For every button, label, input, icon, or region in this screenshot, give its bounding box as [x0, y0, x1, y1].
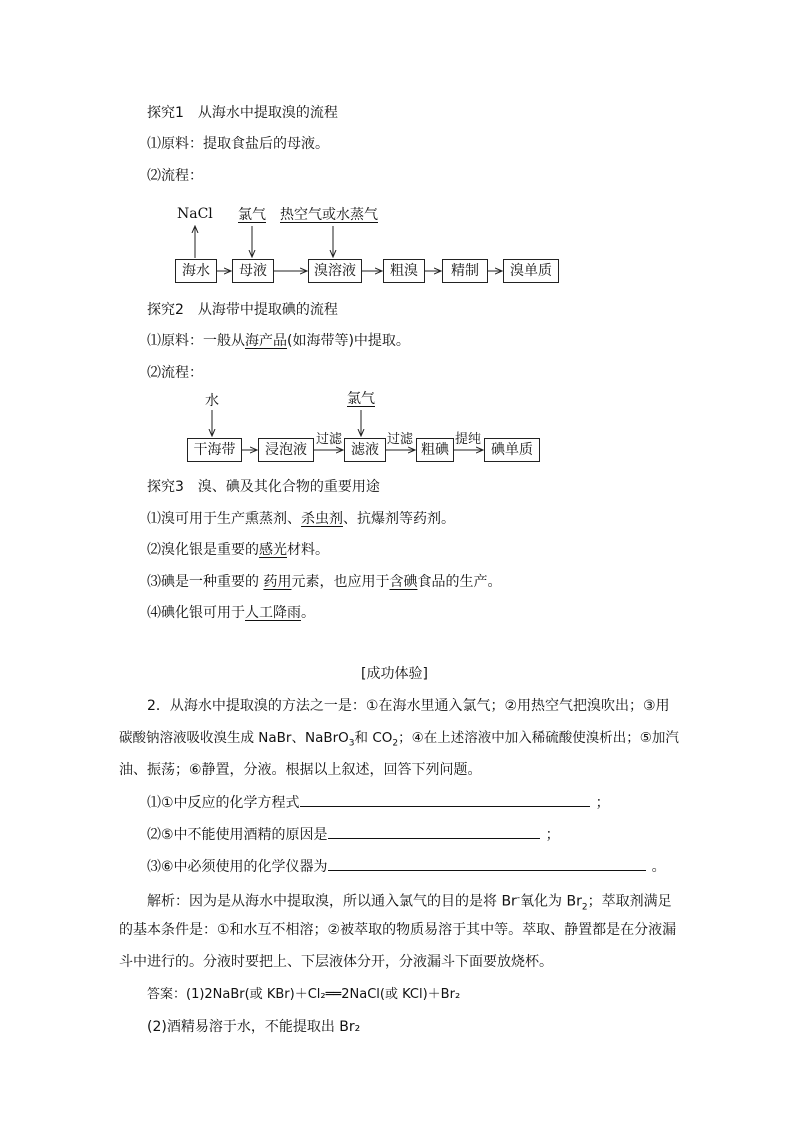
analysis-line-3: 斗中进行的。分液时要把上、下层液体分开，分液漏斗下面要放烧杯。: [119, 954, 553, 970]
nacl-label: NaCl: [177, 206, 213, 222]
question-line-2: 碳酸钠溶液吸收溴生成 NaBr、NaBrO$_3$和 $CO_2$；④在上述溶液中加入稀硫酸使溴析出；⑤加汽: [119, 730, 679, 749]
flow-box-bromine: 溴单质: [503, 259, 559, 283]
water-label: 水: [205, 393, 219, 409]
section3-item-2: ⑵溴化银是重要的感光材料。: [147, 542, 329, 558]
flow-box-crude-iodine: 粗碘: [416, 438, 454, 462]
analysis-line-2: 的基本条件是：①和水互不相溶；②被萃取的物质易溶于其中等。萃取、静置都是在分液漏: [119, 922, 677, 938]
chlorine-label: 氯气: [238, 207, 266, 223]
flow-box-seawater: 海水: [175, 259, 217, 283]
flow-box-mother-liquor: 母液: [232, 259, 274, 283]
flow-box-filtrate: 滤液: [344, 438, 386, 462]
answer-blank-3[interactable]: [328, 856, 646, 871]
arrow-label-purify: 提纯: [455, 432, 482, 447]
flow-box-crude-bromine: 粗溴: [383, 259, 425, 283]
hot-air-label: 热空气或水蒸气: [280, 207, 378, 223]
subquestion-2: ⑵⑤中不能使用酒精的原因是 ；: [147, 824, 560, 845]
analysis-line-1: 解析：因为是从海水中提取溴，所以通入氯气的目的是将 Br-氧化为 $Br_2$；萃取剂满足: [147, 893, 672, 913]
answer-line-1: 答案：(1)2NaBr(或 KBr)＋Cl₂══2NaCl(或 KCl)＋Br₂: [147, 987, 461, 1002]
section1-title: 探究1 从海水中提取溴的流程: [147, 105, 338, 121]
flow-box-soak-liquid: 浸泡液: [258, 438, 314, 462]
section2-title: 探究2 从海带中提取碘的流程: [147, 302, 338, 318]
section1-flow-label: ⑵流程：: [147, 168, 203, 184]
subquestion-3: ⑶⑥中必须使用的化学仪器为 。: [147, 856, 666, 877]
question-line-3: 油、振荡；⑥静置，分液。根据以上叙述，回答下列问题。: [119, 762, 482, 778]
arrow-label-filter-1: 过滤: [316, 432, 343, 447]
flow-box-iodine: 碘单质: [484, 438, 540, 462]
flow-box-refining: 精制: [442, 259, 488, 283]
answer-blank-2[interactable]: [328, 824, 540, 839]
section3-item-3: ⑶碘是一种重要的 药用元素，也应用于含碘食品的生产。: [147, 574, 502, 590]
section1-raw-material: ⑴原料：提取食盐后的母液。: [147, 136, 329, 152]
flow-box-bromine-solution: 溴溶液: [308, 259, 362, 283]
chlorine-label-2: 氯气: [347, 391, 375, 407]
section3-item-4: ⑷碘化银可用于人工降雨。: [147, 605, 315, 621]
section3-item-1: ⑴溴可用于生产熏蒸剂、杀虫剂、抗爆剂等药剂。: [147, 511, 455, 527]
experience-heading: [成功体验]: [361, 666, 428, 682]
arrow-label-filter-2: 过滤: [387, 432, 414, 447]
question-line-1: 2．从海水中提取溴的方法之一是：①在海水里通入氯气；②用热空气把溴吹出；③用: [147, 698, 670, 714]
subquestion-1: ⑴①中反应的化学方程式 ；: [147, 792, 610, 813]
flow-box-dried-kelp: 干海带: [187, 438, 242, 462]
answer-line-2: (2)酒精易溶于水，不能提取出 Br₂: [147, 1019, 361, 1035]
answer-blank-1[interactable]: [300, 792, 590, 807]
section2-raw-material: ⑴原料：一般从海产品(如海带等)中提取。: [147, 333, 410, 349]
section3-title: 探究3 溴、碘及其化合物的重要用途: [147, 479, 380, 495]
section2-flow-label: ⑵流程：: [147, 365, 203, 381]
